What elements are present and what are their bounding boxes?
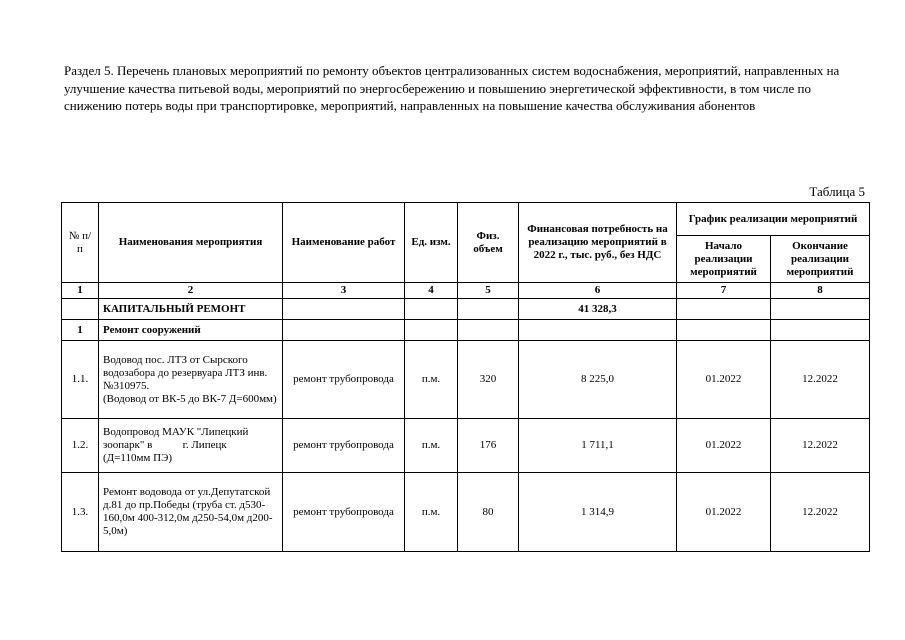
section-heading: Раздел 5. Перечень плановых мероприятий по ремонту объектов централизованных систем водоснабжения, мероприятий, направленных на улучшение качества питьевой воды, мероприятий по энергосбережению и повышению энергетической эффективности, в том числе по снижению потерь воды при транспортировке, мероприятий, направленных на повышение качества обслуживания абонентов xyxy=(64,63,840,113)
header-works: Наименование работ xyxy=(283,203,405,283)
row-name: Водовод пос. ЛТЗ от Сырского водозабора до резервуара ЛТЗ инв. №310975. (Водовод от ВК-5 до ВК-7 Д=600мм) xyxy=(99,341,283,419)
header-volume: Физ. объем xyxy=(458,203,519,283)
row-volume: 320 xyxy=(458,341,519,419)
row-num: 1.2. xyxy=(62,419,99,473)
section-title: КАПИТАЛЬНЫЙ РЕМОНТ xyxy=(99,299,283,320)
column-number: 4 xyxy=(405,283,458,299)
row-unit: п.м. xyxy=(405,341,458,419)
section-row xyxy=(62,299,870,320)
row-start: 01.2022 xyxy=(677,341,771,419)
table-caption: Таблица 5 xyxy=(809,184,865,199)
measures-table xyxy=(61,202,870,552)
row-name: Водопровод МАУК "Липецкий зоопарк" в г. Липецк (Д=110мм ПЭ) xyxy=(99,419,283,473)
row-works: ремонт трубопровода xyxy=(283,473,405,552)
row-start: 01.2022 xyxy=(677,473,771,552)
row-end: 12.2022 xyxy=(771,419,870,473)
row-works: ремонт трубопровода xyxy=(283,341,405,419)
row-num: 1.1. xyxy=(62,341,99,419)
row-start: 01.2022 xyxy=(677,419,771,473)
column-number: 1 xyxy=(62,283,99,299)
row-volume: 176 xyxy=(458,419,519,473)
row-end: 12.2022 xyxy=(771,473,870,552)
header-row-1 xyxy=(62,203,870,236)
column-number-row xyxy=(62,283,870,299)
row-finance: 8 225,0 xyxy=(519,341,677,419)
row-finance: 1 314,9 xyxy=(519,473,677,552)
section-total: 41 328,3 xyxy=(519,299,677,320)
column-number: 3 xyxy=(283,283,405,299)
header-num: № п/п xyxy=(62,203,99,283)
row-unit: п.м. xyxy=(405,473,458,552)
column-number: 8 xyxy=(771,283,870,299)
header-unit: Ед. изм. xyxy=(405,203,458,283)
column-number: 6 xyxy=(519,283,677,299)
header-schedule: График реализации мероприятий xyxy=(677,203,870,236)
row-end: 12.2022 xyxy=(771,341,870,419)
table-row xyxy=(62,473,870,552)
header-name: Наименования мероприятия xyxy=(99,203,283,283)
table-row xyxy=(62,341,870,419)
subsection-row xyxy=(62,320,870,341)
column-number: 7 xyxy=(677,283,771,299)
header-start: Начало реализации мероприятий xyxy=(677,236,771,283)
subsection-num: 1 xyxy=(62,320,99,341)
column-number: 2 xyxy=(99,283,283,299)
row-finance: 1 711,1 xyxy=(519,419,677,473)
row-name: Ремонт водовода от ул.Депутатской д.81 до пр.Победы (труба ст. д530-160,0м 400-312,0м д250-54,0м д200-5,0м) xyxy=(99,473,283,552)
subsection-title: Ремонт сооружений xyxy=(99,320,283,341)
row-num: 1.3. xyxy=(62,473,99,552)
row-works: ремонт трубопровода xyxy=(283,419,405,473)
header-finance: Финансовая потребность на реализацию мероприятий в 2022 г., тыс. руб., без НДС xyxy=(519,203,677,283)
column-number: 5 xyxy=(458,283,519,299)
row-volume: 80 xyxy=(458,473,519,552)
header-end: Окончание реализации мероприятий xyxy=(771,236,870,283)
table-row xyxy=(62,419,870,473)
row-unit: п.м. xyxy=(405,419,458,473)
